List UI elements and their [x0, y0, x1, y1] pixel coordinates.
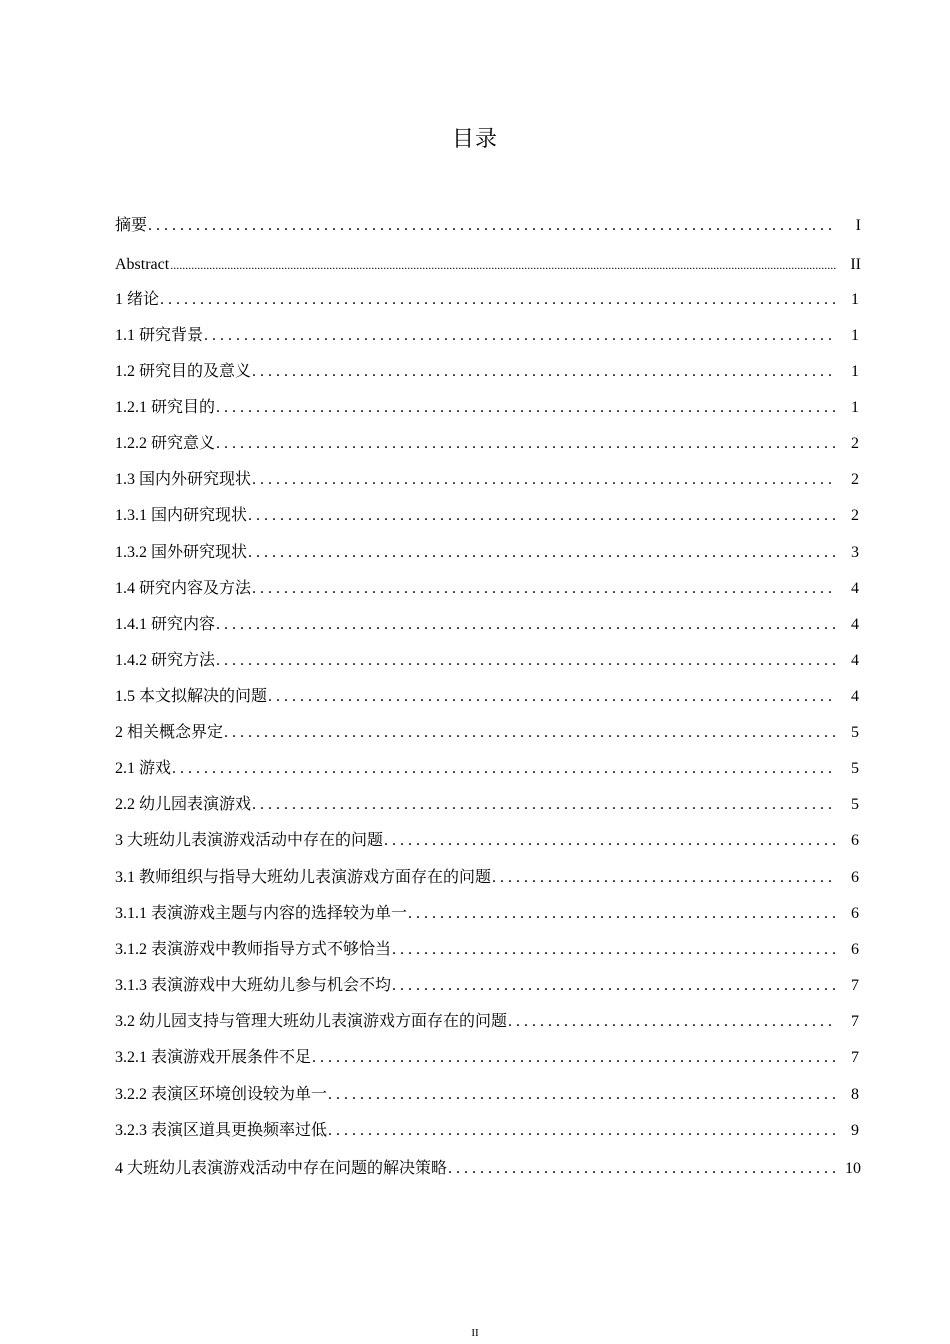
- toc-entry-page: 5: [851, 724, 859, 741]
- toc-entry[interactable]: [115, 434, 861, 454]
- toc-entry-label: 1.3.1 国内研究现状: [115, 507, 248, 524]
- toc-entry-page: 6: [851, 869, 859, 886]
- dot-leader: [328, 1085, 835, 1105]
- toc-entry-label: 1.3.2 国外研究现状: [115, 544, 248, 561]
- toc-entry[interactable]: [115, 1012, 861, 1032]
- dot-leader: [448, 1159, 837, 1179]
- toc-entry-page: II: [850, 256, 861, 273]
- toc-entry-page: 7: [851, 977, 859, 994]
- dot-leader: [204, 326, 835, 346]
- dot-leader: [216, 398, 835, 418]
- toc-entry-page: 6: [851, 905, 859, 922]
- dot-leader: [160, 290, 835, 310]
- toc-entry[interactable]: [115, 723, 861, 743]
- toc-entry[interactable]: [115, 1048, 861, 1068]
- toc-entry-page: 7: [851, 1013, 859, 1030]
- toc-entry-page: 1: [851, 363, 859, 380]
- dot-leader: [248, 506, 835, 526]
- dot-leader: [224, 723, 835, 743]
- toc-entry-page: 5: [851, 760, 859, 777]
- toc-entry-page: 9: [851, 1122, 859, 1139]
- dot-leader: [312, 1048, 835, 1068]
- toc-entry-abstract-en[interactable]: [115, 255, 861, 275]
- toc-entry-label: 1.3 国内外研究现状: [115, 471, 252, 488]
- toc-entry-label: 摘要: [115, 217, 148, 234]
- toc-entry-label: 1.1 研究背景: [115, 327, 204, 344]
- dot-leader: [216, 651, 835, 671]
- toc-entry-page: 1: [851, 399, 859, 416]
- toc-entry-page: 8: [851, 1086, 859, 1103]
- toc-entry[interactable]: [115, 615, 861, 635]
- toc-entry-page: 4: [851, 580, 859, 597]
- toc-entry-page: 1: [851, 291, 859, 308]
- toc-title: 目录: [451, 127, 498, 152]
- toc-entry-page: 1: [851, 327, 859, 344]
- toc-entry[interactable]: [115, 868, 861, 888]
- toc-entry-label: 2 相关概念界定: [115, 724, 224, 741]
- toc-entry[interactable]: [115, 687, 861, 707]
- toc-entry-page: 4: [851, 652, 859, 669]
- toc-entry-page: 2: [851, 507, 859, 524]
- dot-leader: [492, 868, 835, 888]
- toc-entry[interactable]: [115, 290, 861, 310]
- dot-leader: [408, 904, 835, 924]
- toc-entry[interactable]: [115, 1159, 861, 1179]
- dot-leader: [148, 216, 837, 236]
- toc-entry[interactable]: [115, 326, 861, 346]
- dot-leader: [252, 579, 835, 599]
- dot-leader: [216, 615, 835, 635]
- toc-entry-label: 3.2.3 表演区道具更换频率过低: [115, 1122, 328, 1139]
- toc-entry[interactable]: [115, 940, 861, 960]
- toc-entry[interactable]: [115, 831, 861, 851]
- toc-entry-page: 7: [851, 1049, 859, 1066]
- toc-entry-page: 6: [851, 941, 859, 958]
- toc-entry-page: 4: [851, 688, 859, 705]
- dot-leader: [392, 940, 835, 960]
- dot-leader: [328, 1121, 835, 1141]
- toc-entry[interactable]: [115, 976, 861, 996]
- toc-entry[interactable]: [115, 904, 861, 924]
- toc-entry-page: 10: [845, 1160, 861, 1177]
- toc-entry-abstract-cn[interactable]: [115, 216, 861, 236]
- toc-entry[interactable]: [115, 543, 861, 563]
- toc-entry-label: 1.4.1 研究内容: [115, 616, 216, 633]
- toc-entry-label: 1.2.1 研究目的: [115, 399, 216, 416]
- toc-entry-page: 6: [851, 832, 859, 849]
- toc-entry-label: Abstract: [115, 256, 170, 273]
- toc-entry[interactable]: [115, 1121, 861, 1141]
- toc-entry-label: 1.2.2 研究意义: [115, 435, 216, 452]
- toc-entry-label: 3.1 教师组织与指导大班幼儿表演游戏方面存在的问题: [115, 869, 492, 886]
- toc-entry-label: 3 大班幼儿表演游戏活动中存在的问题: [115, 832, 384, 849]
- page-number-footer: II: [471, 1327, 479, 1339]
- dot-leader: [252, 470, 835, 490]
- toc-entry-label: 2.2 幼儿园表演游戏: [115, 796, 252, 813]
- toc-entry[interactable]: [115, 506, 861, 526]
- toc-entry-label: 1.4 研究内容及方法: [115, 580, 252, 597]
- toc-entry-label: 3.1.1 表演游戏主题与内容的选择较为单一: [115, 905, 408, 922]
- toc-entry[interactable]: [115, 795, 861, 815]
- toc-entry-label: 1.4.2 研究方法: [115, 652, 216, 669]
- dot-leader: [508, 1012, 835, 1032]
- dot-leader: [252, 362, 835, 382]
- toc-entry-label: 3.2 幼儿园支持与管理大班幼儿表演游戏方面存在的问题: [115, 1013, 508, 1030]
- toc-entry[interactable]: [115, 651, 861, 671]
- toc-entry[interactable]: [115, 1085, 861, 1105]
- toc-entry[interactable]: [115, 759, 861, 779]
- toc-entry-label: 3.1.3 表演游戏中大班幼儿参与机会不均: [115, 977, 392, 994]
- dot-leader: [392, 976, 835, 996]
- toc-entry[interactable]: [115, 398, 861, 418]
- toc-entry-label: 1 绪论: [115, 291, 160, 308]
- toc-entry-label: 3.1.2 表演游戏中教师指导方式不够恰当: [115, 941, 392, 958]
- toc-entry[interactable]: [115, 362, 861, 382]
- toc-entry-page: 3: [851, 544, 859, 561]
- dot-leader: [172, 759, 835, 779]
- dot-leader: [248, 543, 835, 563]
- toc-entry-page: 5: [851, 796, 859, 813]
- toc-entry-page: 2: [851, 435, 859, 452]
- toc-entry-label: 3.2.1 表演游戏开展条件不足: [115, 1049, 312, 1066]
- toc-entry[interactable]: [115, 579, 861, 599]
- dot-leader: [216, 434, 835, 454]
- toc-entry-page: 2: [851, 471, 859, 488]
- toc-entry-label: 2.1 游戏: [115, 760, 172, 777]
- toc-entry-page: I: [855, 217, 861, 234]
- toc-entry-label: 1.2 研究目的及意义: [115, 363, 252, 380]
- dot-leader: [252, 795, 835, 815]
- dot-leader: [170, 255, 837, 275]
- toc-entry-label: 4 大班幼儿表演游戏活动中存在问题的解决策略: [115, 1160, 448, 1177]
- toc-entry-label: 1.5 本文拟解决的问题: [115, 688, 268, 705]
- toc-entry-page: 4: [851, 616, 859, 633]
- toc-entry-label: 3.2.2 表演区环境创设较为单一: [115, 1086, 328, 1103]
- dot-leader: [384, 831, 835, 851]
- toc-entry[interactable]: [115, 470, 861, 490]
- dot-leader: [268, 687, 835, 707]
